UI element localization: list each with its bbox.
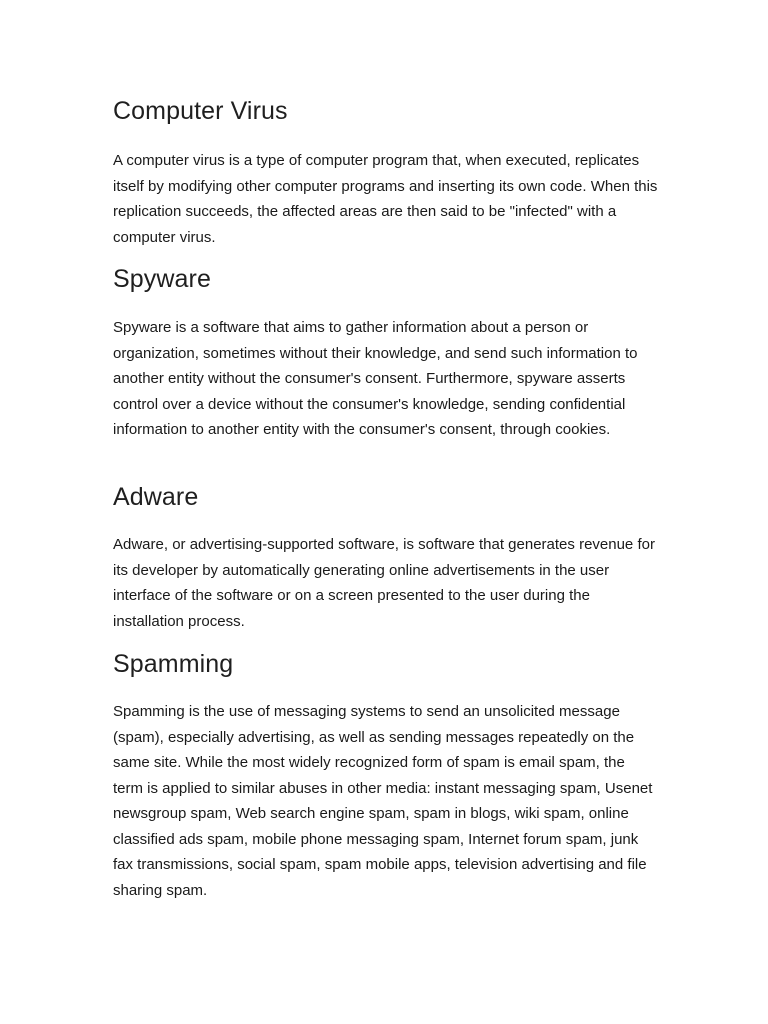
heading-spyware: Spyware: [113, 265, 211, 293]
section-spamming: [113, 649, 658, 903]
paragraph-spamming: Spamming is the use of messaging systems to send an unsolicited message (spam), especially advertising, as well as sending messages repeatedly on the same site. While the most widely recognized form of spam is email spam, the term is applied to similar abuses in other media: instant messaging spam, Usenet newsgroup spam, Web search engine spam, spam in blogs, wiki spam, online classified ads spam, mobile phone messaging spam, Internet forum spam, junk fax transmissions, social spam, spam mobile apps, television advertising and file sharing spam.: [113, 703, 653, 899]
paragraph-computer-virus: A computer virus is a type of computer program that, when executed, replicates itself by modifying other computer programs and inserting its own code. When this replication succeeds, the affected areas are then said to be "infected" with a computer virus.: [113, 152, 658, 246]
paragraph-adware: Adware, or advertising-supported software, is software that generates revenue for its developer by automatically generating online advertisements in the user interface of the software or on a screen presented to the user during the installation process.: [113, 536, 655, 630]
section-computer-virus: [113, 96, 658, 250]
heading-computer-virus: Computer Virus: [113, 97, 288, 125]
paragraph-spyware: Spyware is a software that aims to gather information about a person or organization, sometimes without their knowledge, and send such information to another entity without the consumer's consent. Furthermore, spyware asserts control over a device without the consumer's knowledge, sending confidential information to another entity with the consumer's consent, through cookies.: [113, 319, 638, 438]
heading-adware: Adware: [113, 483, 199, 511]
section-spyware: [113, 264, 658, 443]
section-adware: [113, 482, 658, 634]
heading-spamming: Spamming: [113, 650, 234, 678]
